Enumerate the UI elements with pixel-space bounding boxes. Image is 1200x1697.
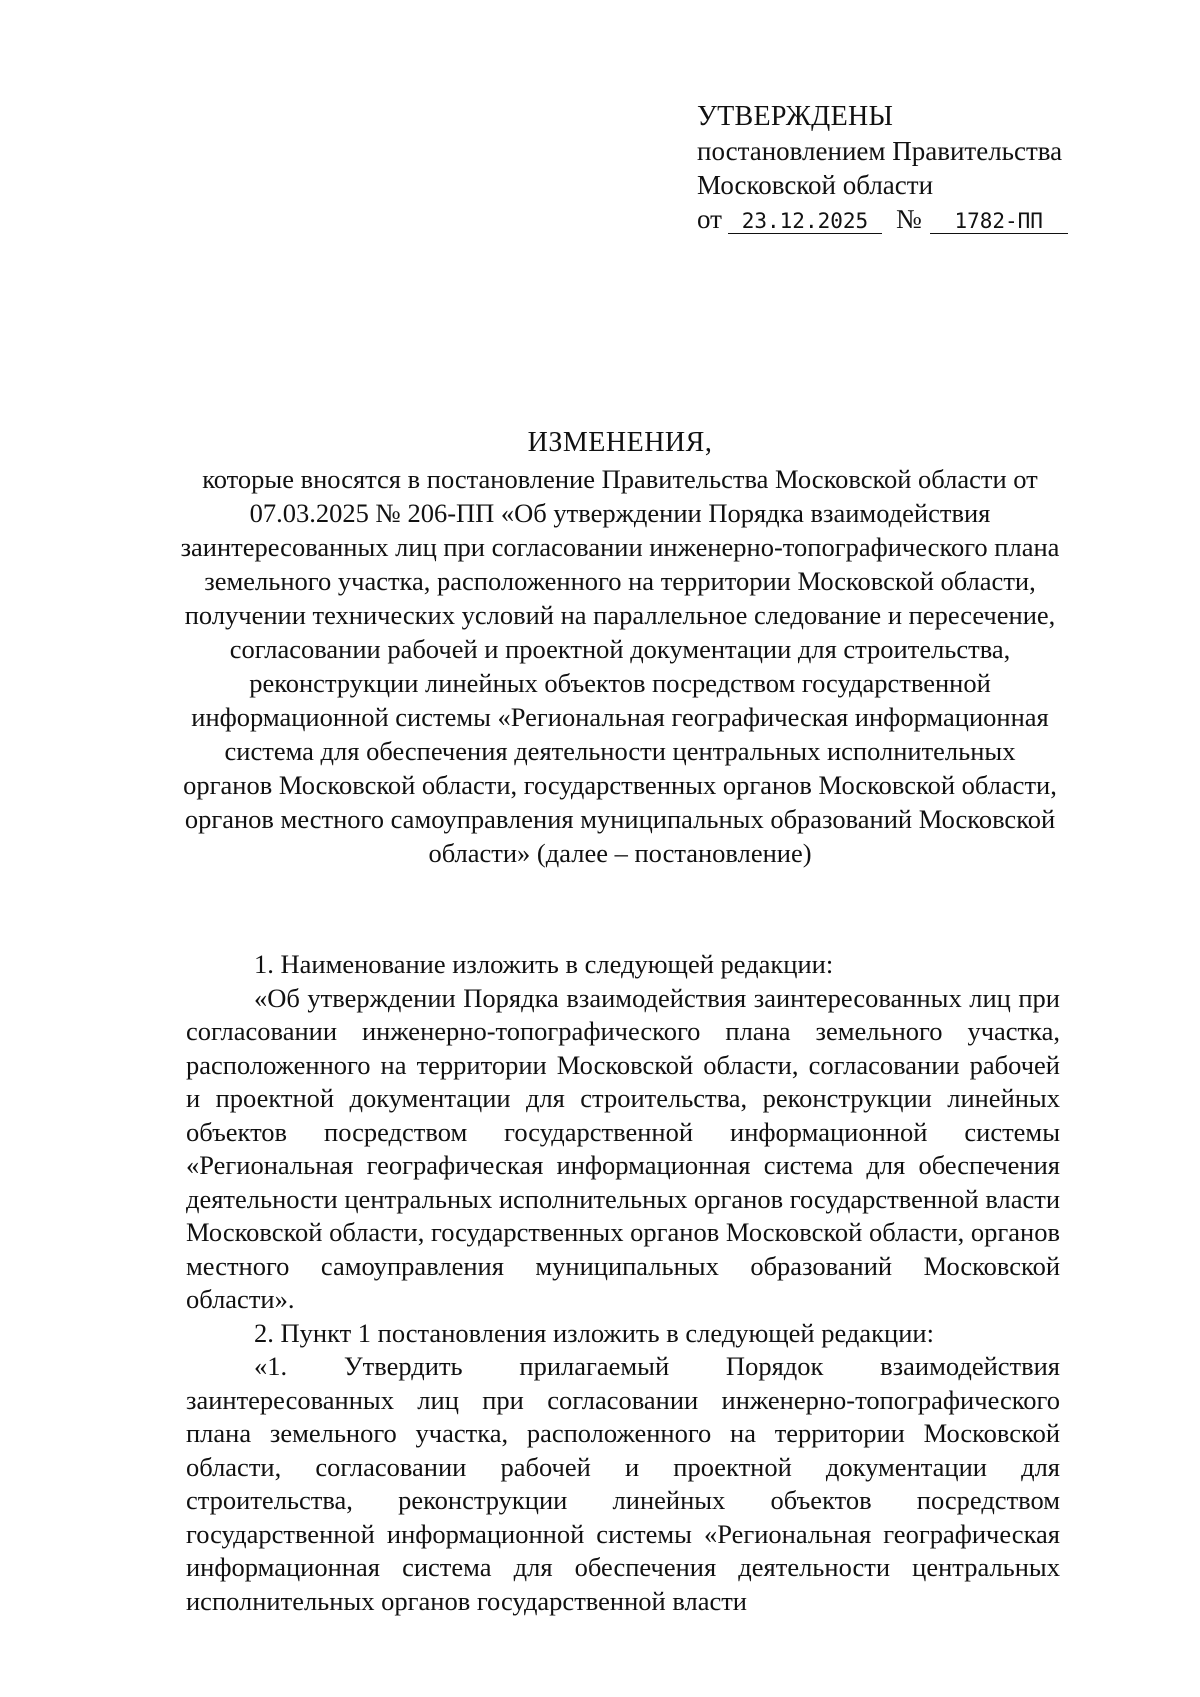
approval-title: УТВЕРЖДЕНЫ: [697, 101, 894, 132]
approval-stamp: [697, 100, 1068, 236]
approval-number: 1782-ПП: [930, 209, 1068, 234]
from-label: от: [697, 204, 722, 234]
approval-date-number-line: [697, 202, 1068, 236]
document-subtitle: которые вносятся в постановление Правительства Московской области от 07.03.2025 № 206-ПП «Об утверждении Порядка взаимодействия заинтересованных лиц при согласовании инженерно-топографического плана земельного участка, расположенного на территории Московской области, получении технических условий на параллельное следование и пересечение, согласовании рабочей и проектной документации для строительства, реконструкции линейных объектов посредством государственной информационной системы «Региональная географическая информационная система для обеспечения деятельности центральных исполнительных органов Московской области, государственных органов Московской области, органов местного самоуправления муниципальных образований Московской области» (далее – постановление): [180, 464, 1060, 868]
item-1-text: «Об утверждении Порядка взаимодействия заинтересованных лиц при согласовании инженерно-топографического плана земельного участка, расположенного на территории Московской области, согласовании рабочей и проектной документации для строительства, реконструкции линейных объектов посредством государственной информационной системы «Региональная географическая информационная система для обеспечения деятельности центральных исполнительных органов государственной власти Московской области, государственных органов Московской области, органов местного самоуправления муниципальных образований Московской области».: [186, 982, 1060, 1314]
approval-line-1: постановлением Правительства: [697, 136, 1063, 166]
approval-date: 23.12.2025: [728, 209, 882, 234]
item-1: 1. Наименование изложить в следующей редакции:: [254, 949, 834, 979]
approval-line-2: Московской области: [697, 170, 934, 200]
number-label: №: [895, 204, 922, 234]
item-2: 2. Пункт 1 постановления изложить в следующей редакции:: [254, 1317, 934, 1348]
document-body: [186, 948, 1060, 1618]
document-heading: [180, 426, 1060, 870]
item-2-text: «1. Утвердить прилагаемый Порядок взаимодействия заинтересованных лиц при согласовании инженерно-топографического плана земельного участка, расположенного на территории Московской области, согласовании рабочей и проектной документации для строительства, реконструкции линейных объектов посредством государственной информационной системы «Региональная географическая информационная система для обеспечения деятельности центральных исполнительных органов государственной власти: [186, 1351, 1060, 1616]
document-title: ИЗМЕНЕНИЯ,: [527, 427, 713, 458]
